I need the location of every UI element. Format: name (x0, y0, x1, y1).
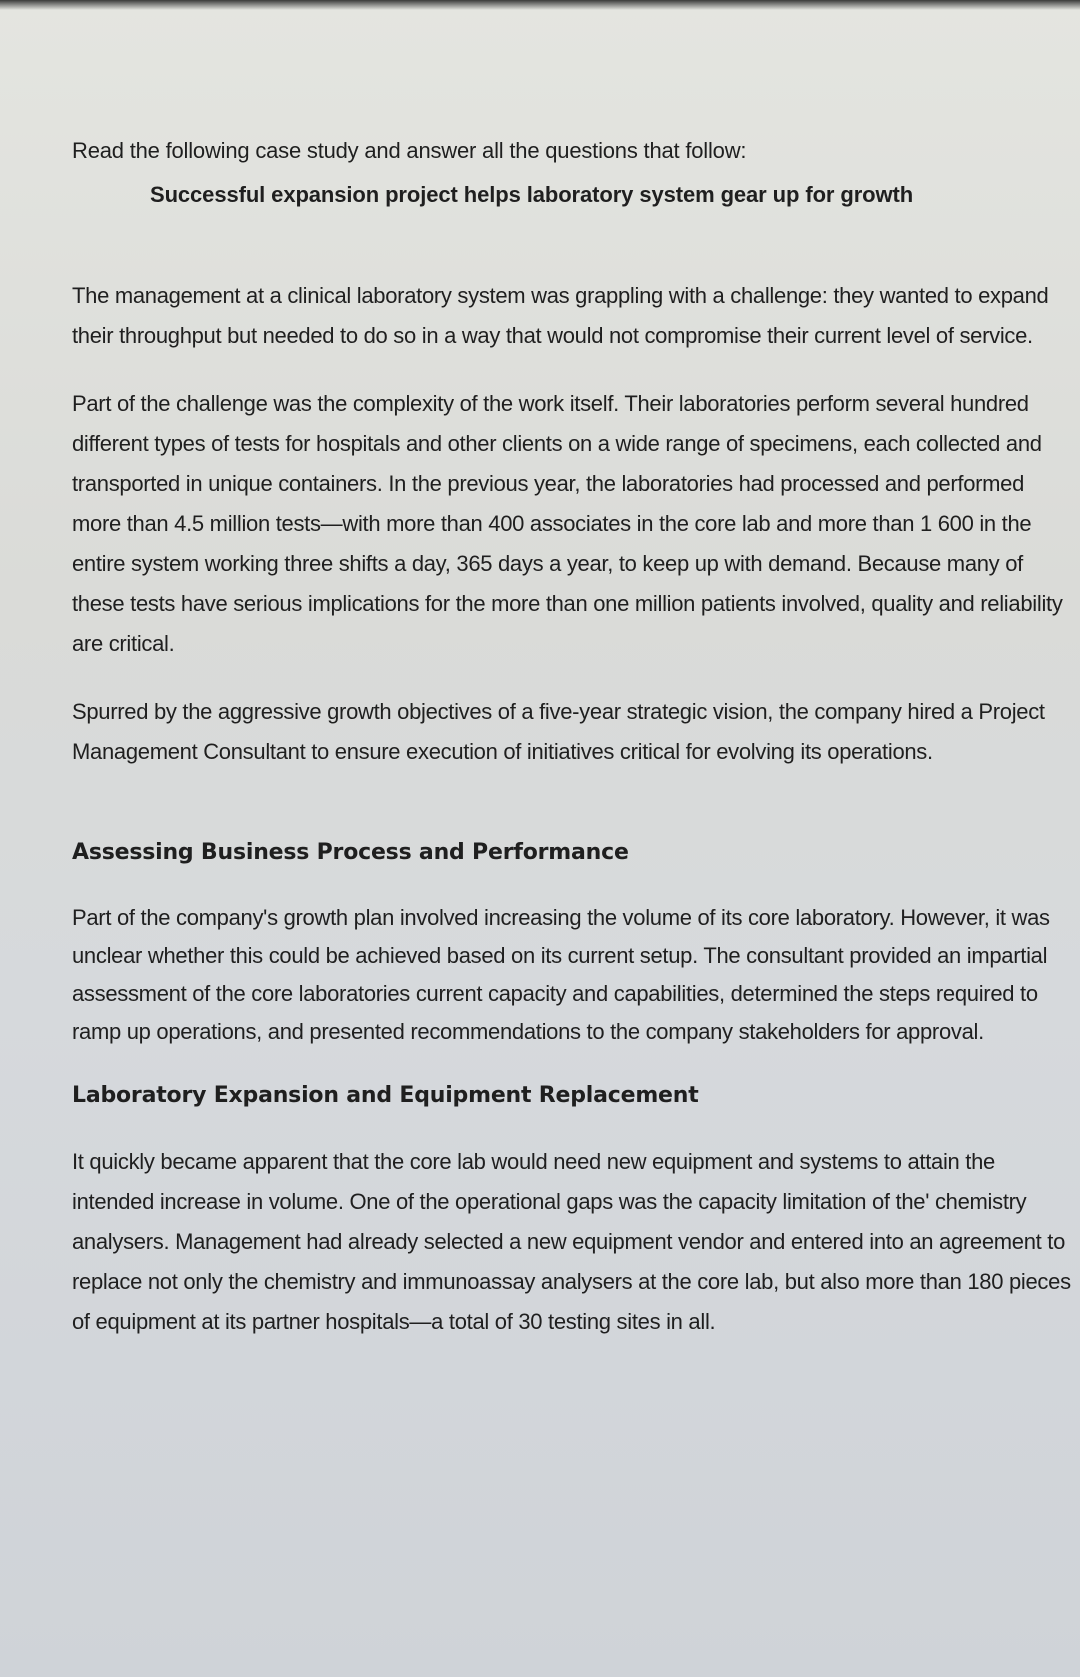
section-heading-assessing: Assessing Business Process and Performance (72, 840, 629, 865)
document-page (72, 138, 1072, 1370)
case-study-title: Successful expansion project helps laboratory system gear up for growth (150, 182, 914, 207)
section-heading-expansion: Laboratory Expansion and Equipment Replacement (72, 1083, 699, 1108)
paragraph-assessment: Part of the company's growth plan involved increasing the volume of its core laboratory. However, it was unclear whether this could be achieved based on its current setup. The consultant provided an impartial assessment of the core laboratories current capacity and capabilities, determined the steps required to ramp up operations, and presented recommendations to the company stakeholders for approval. (72, 905, 1050, 1044)
instructions-line: Read the following case study and answer all the questions that follow: (72, 138, 747, 163)
paragraph-equipment: It quickly became apparent that the core lab would need new equipment and systems to attain the intended increase in volume. One of the operational gaps was the capacity limitation of the' chemistry analysers. Management had already selected a new equipment vendor and entered into an agreement to replace not only the chemistry and immunoassay analysers at the core lab, but also more than 180 pieces of equipment at its partner hospitals—a total of 30 testing sites in all. (72, 1149, 1071, 1334)
paragraph-complexity: Part of the challenge was the complexity of the work itself. Their laboratories perform several hundred different types of tests for hospitals and other clients on a wide range of specimens, each collected and transported in unique containers. In the previous year, the laboratories had processed and performed more than 4.5 million tests—with more than 400 associates in the core lab and more than 1 600 in the entire system working three shifts a day, 365 days a year, to keep up with demand. Because many of these tests have serious implications for the more than one million patients involved, quality and reliability are critical. (72, 391, 1063, 656)
paragraph-consultant: Spurred by the aggressive growth objectives of a five-year strategic vision, the company hired a Project Management Consultant to ensure execution of initiatives critical for evolving its operations. (72, 699, 1045, 764)
top-edge-shadow (0, 0, 1080, 10)
paragraph-challenge: The management at a clinical laboratory system was grappling with a challenge: they wanted to expand their throughput but needed to do so in a way that would not compromise their current level of service. (72, 283, 1049, 348)
